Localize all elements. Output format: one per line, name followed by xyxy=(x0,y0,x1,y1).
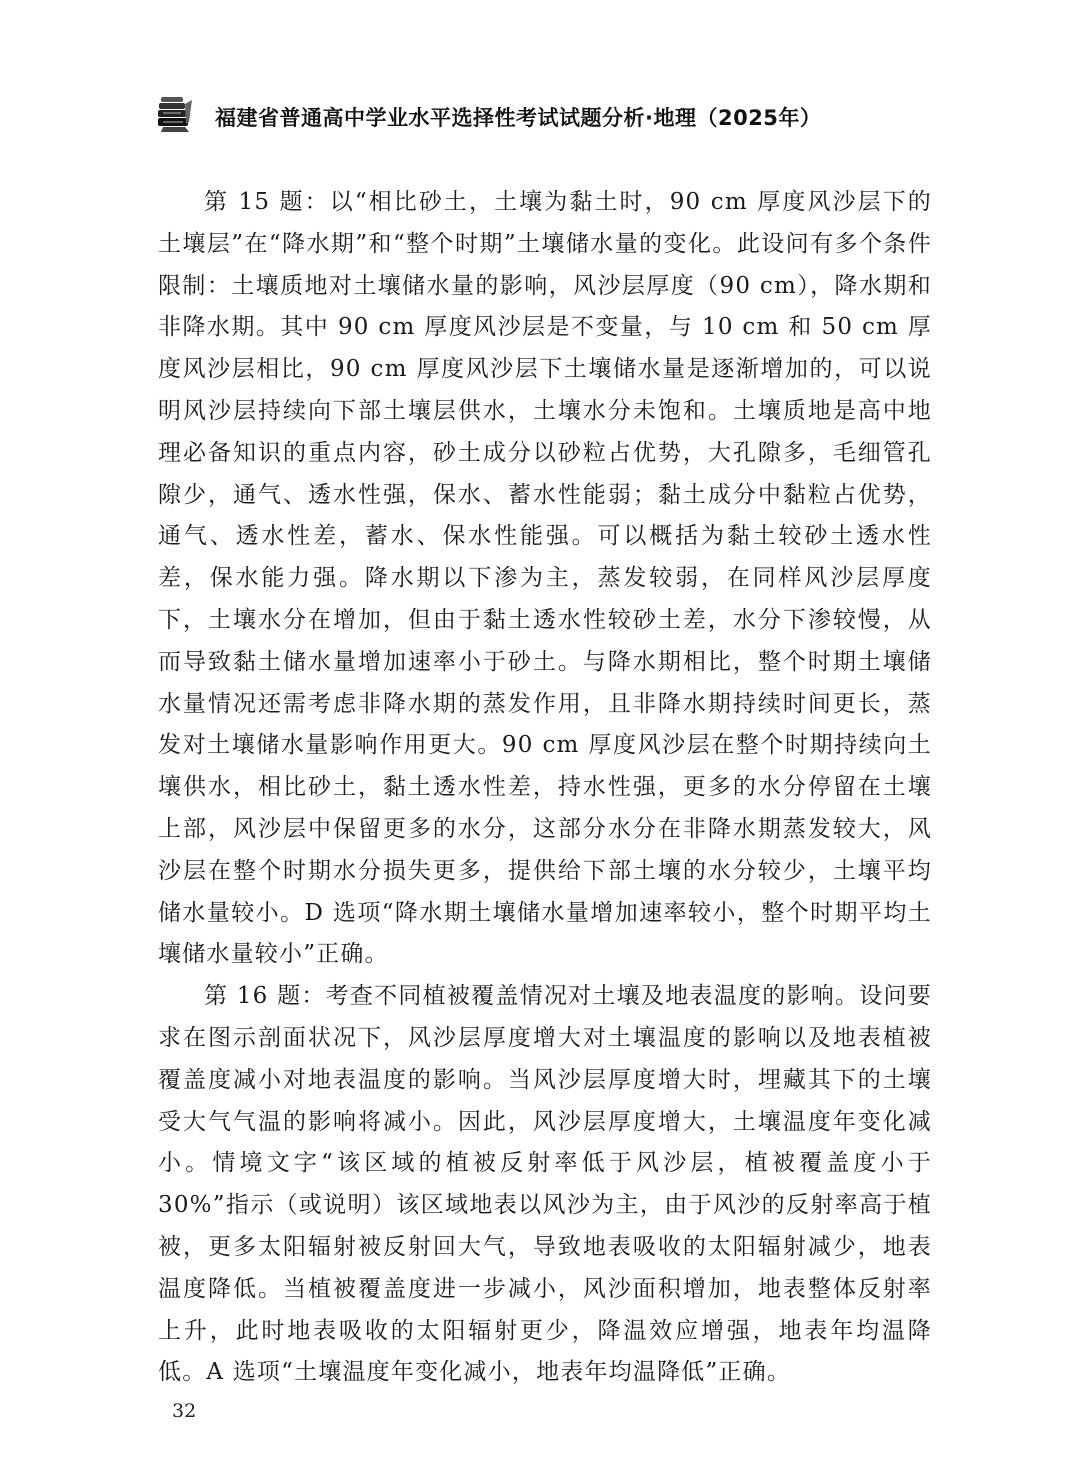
paragraph-question-15: 第 15 题：以“相比砂土，土壤为黏土时，90 cm 厚度风沙层下的土壤层”在“降水期”和“整个时期”土壤储水量的变化。此设问有多个条件限制：土壤质地对土壤储水量的影响，风沙层厚度（90 cm），降水期和非降水期。其中 90 cm 厚度风沙层是不变量，与 10 cm 和 50 cm 厚度风沙层相比，90 cm 厚度风沙层下土壤储水量是逐渐增加的，可以说明风沙层持续向下部土壤层供水，土壤水分未饱和。土壤质地是高中地理必备知识的重点内容，砂土成分以砂粒占优势，大孔隙多，毛细管孔隙少，通气、透水性强，保水、蓄水性能弱；黏土成分中黏粒占优势，通气、透水性差，蓄水、保水性能强。可以概括为黏土较砂土透水性差，保水能力强。降水期以下渗为主，蒸发较弱，在同样风沙层厚度下，土壤水分在增加，但由于黏土透水性较砂土差，水分下渗较慢，从而导致黏土储水量增加速率小于砂土。与降水期相比，整个时期土壤储水量情况还需考虑非降水期的蒸发作用，且非降水期持续时间更长，蒸发对土壤储水量影响作用更大。90 cm 厚度风沙层在整个时期持续向土壤供水，相比砂土，黏土透水性差，持水性强，更多的水分停留在土壤上部，风沙层中保留更多的水分，这部分水分在非降水期蒸发较大，风沙层在整个时期水分损失更多，提供给下部土壤的水分较少，土壤平均储水量较小。D 选项“降水期土壤储水量增加速率较小，整个时期平均土壤储水量较小”正确。 xyxy=(158,189,932,968)
header-title: 福建省普通高中学业水平选择性考试试题分析·地理（2025年） xyxy=(215,106,822,130)
page-header xyxy=(155,92,915,142)
book-stack-icon xyxy=(155,94,195,134)
page-number: 32 xyxy=(172,1400,197,1422)
body-text xyxy=(158,182,932,1394)
paragraph-question-16: 第 16 题：考查不同植被覆盖情况对土壤及地表温度的影响。设问要求在图示剖面状况下，风沙层厚度增大对土壤温度的影响以及地表植被覆盖度减小对地表温度的影响。当风沙层厚度增大时，埋藏其下的土壤受大气气温的影响将减小。因此，风沙层厚度增大，土壤温度年变化减小。情境文字“该区域的植被反射率低于风沙层，植被覆盖度小于 30%”指示（或说明）该区域地表以风沙为主，由于风沙的反射率高于植被，更多太阳辐射被反射回大气，导致地表吸收的太阳辐射减少，地表温度降低。当植被覆盖度进一步减小，风沙面积增加，地表整体反射率上升，此时地表吸收的太阳辐射更少，降温效应增强，地表年均温降低。A 选项“土壤温度年变化减小，地表年均温降低”正确。 xyxy=(158,983,932,1386)
